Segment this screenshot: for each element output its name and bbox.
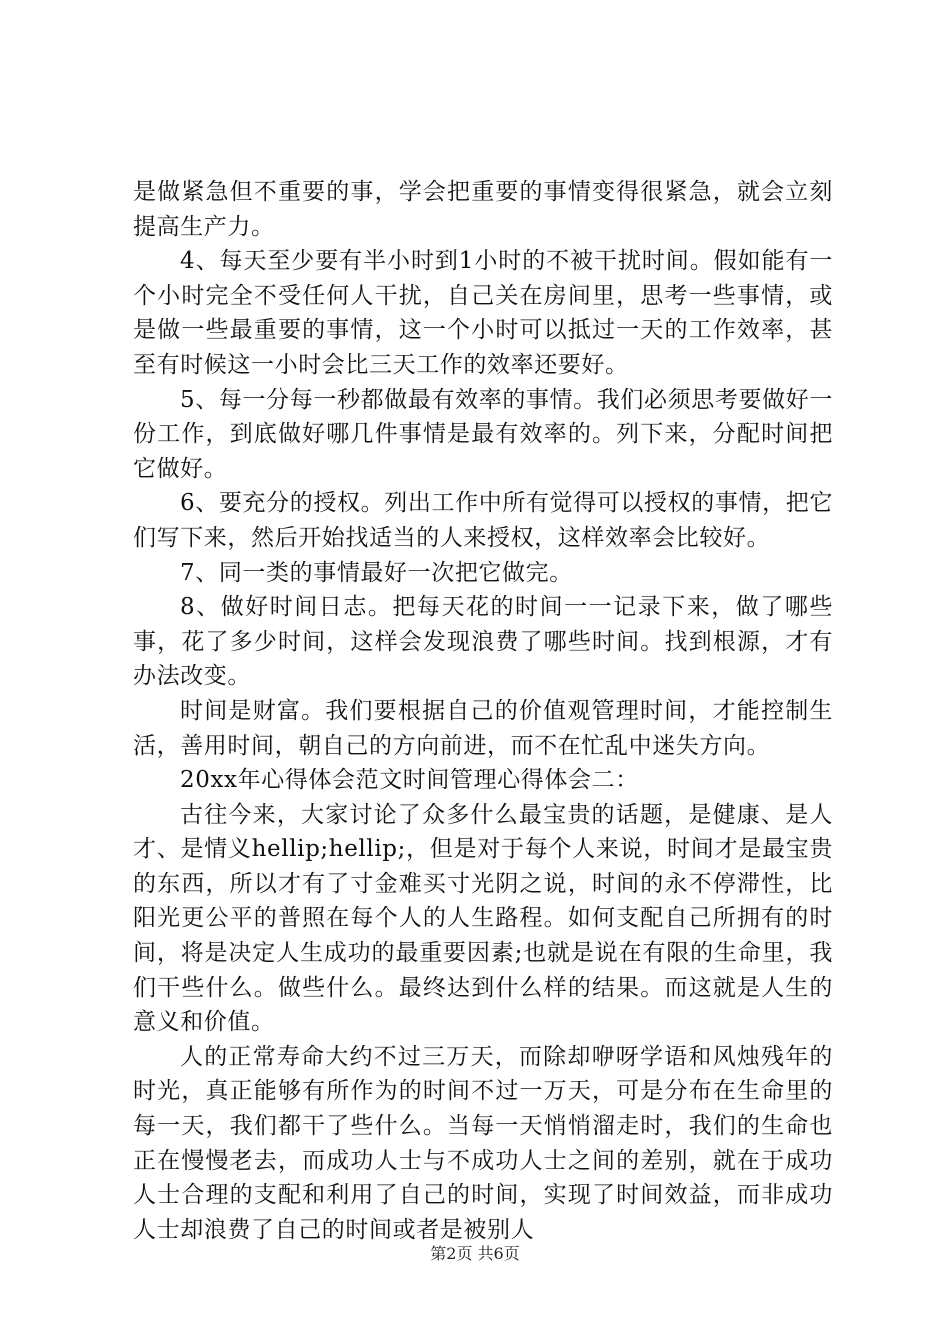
document-body — [133, 175, 833, 1247]
paragraph: 8、做好时间日志。把每天花的时间一一记录下来，做了哪些事，花了多少时间，这样会发现浪费了哪些时间。找到根源，才有办法改变。 — [133, 594, 833, 690]
section-heading: 20xx年心得体会范文时间管理心得体会二： — [180, 767, 639, 794]
paragraph: 5、每一分每一秒都做最有效率的事情。我们必须思考要做好一份工作，到底做好哪几件事情是最有效率的。列下来，分配时间把它做好。 — [133, 386, 833, 482]
paragraph: 4、每天至少要有半小时到1小时的不被干扰时间。假如能有一个小时完全不受任何人干扰，自己关在房间里，思考一些事情，或是做一些最重要的事情，这一个小时可以抵过一天的工作效率，甚至有时候这一小时会比三天工作的效率还要好。 — [133, 248, 833, 378]
paragraph: 6、要充分的授权。列出工作中所有觉得可以授权的事情，把它们写下来，然后开始找适当的人来授权，这样效率会比较好。 — [133, 490, 833, 551]
paragraph: 是做紧急但不重要的事，学会把重要的事情变得很紧急，就会立刻提高生产力。 — [133, 179, 833, 240]
paragraph: 时间是财富。我们要根据自己的价值观管理时间，才能控制生活，善用时间，朝自己的方向前进，而不在忙乱中迷失方向。 — [133, 697, 833, 759]
paragraph: 7、同一类的事情最好一次把它做完。 — [180, 559, 573, 586]
paragraph: 人的正常寿命大约不过三万天，而除却咿呀学语和风烛残年的时光，真正能够有所作为的时间不过一万天，可是分布在生命里的每一天，我们都干了些什么。当每一天悄悄溜走时，我们的生命也正在慢慢老去，而成功人士与不成功人士之间的差别，就在于成功人士合理的支配和利用了自己的时间，实现了时间效益，而非成功人士却浪费了自己的时间或者是被别人 — [133, 1043, 833, 1243]
page-number-footer: 第2页 共6页 — [430, 1244, 520, 1263]
paragraph: 古往今来，大家讨论了众多什么最宝贵的话题，是健康、是人才、是情义hellip;hellip;，但是对于每个人来说，时间才是最宝贵的东西，所以才有了寸金难买寸光阴之说，时间的永不停滞性，比阳光更公平的普照在每个人的人生路程。如何支配自己所拥有的时间，将是决定人生成功的最重要因素;也就是说在有限的生命里，我们干些什么。做些什么。最终达到什么样的结果。而这就是人生的意义和价值。 — [133, 801, 833, 1036]
